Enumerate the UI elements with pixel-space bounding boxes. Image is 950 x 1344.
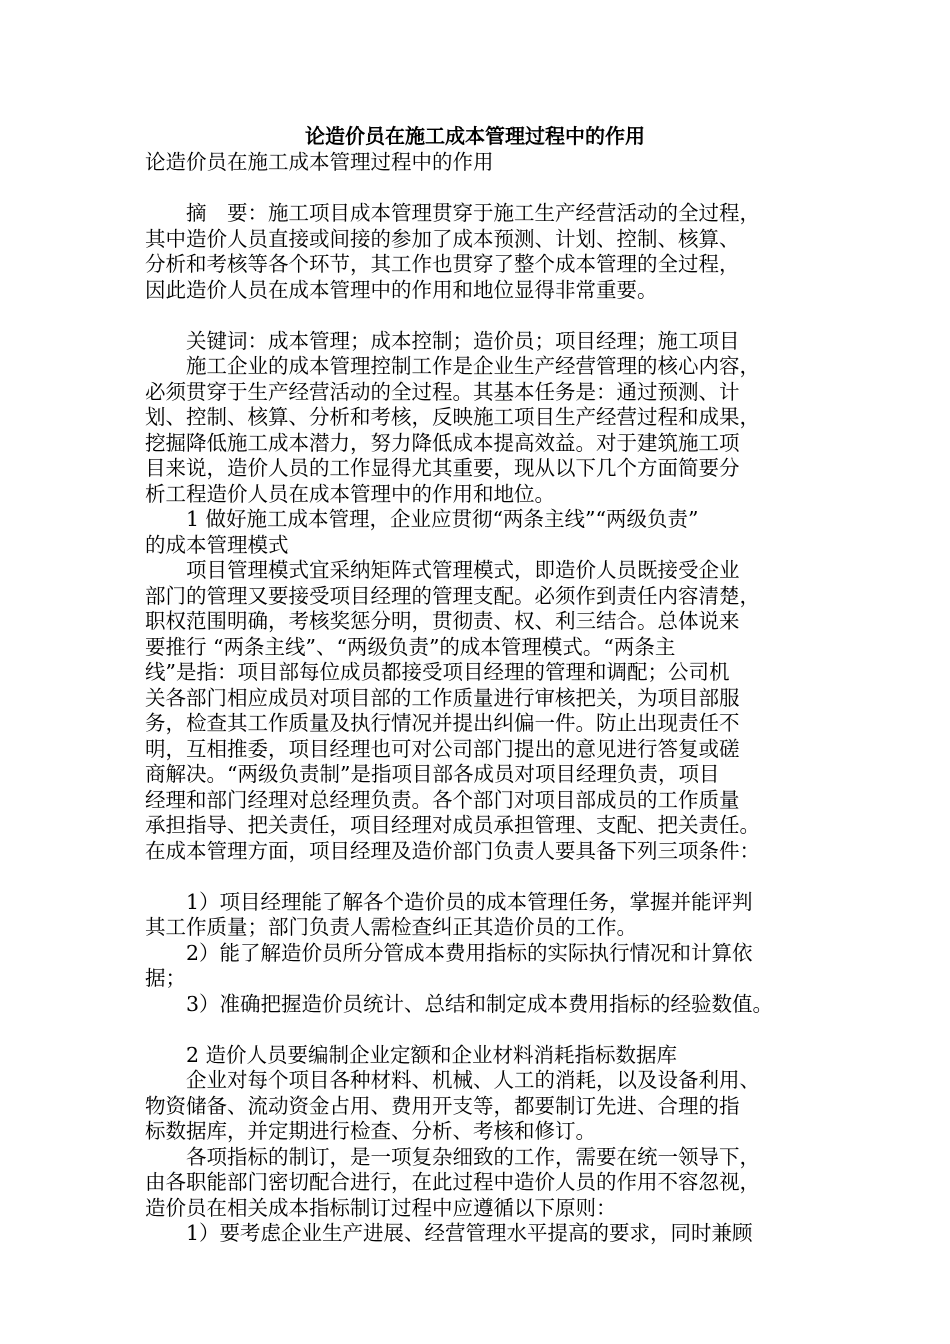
document-title: 论造价员在施工成本管理过程中的作用	[305, 124, 645, 148]
text-line: 商解决。“两级负责制”是指项目部各成员对项目经理负责，项目	[145, 762, 720, 786]
text-line: 其工作质量；部门负责人需检查纠正其造价员的工作。	[145, 915, 637, 939]
blank-line	[145, 864, 825, 890]
text-line: 项目管理模式宜采纳矩阵式管理模式，即造价人员既接受企业	[145, 558, 740, 582]
text-line: 3）准确把握造价员统计、总结和制定成本费用指标的经验数值。	[145, 991, 774, 1016]
text-line: 部门的管理又要接受项目经理的管理支配。必须作到责任内容清楚，	[145, 583, 760, 608]
text-line: 关各部门相应成员对项目部的工作质量进行审核把关，为项目部服	[145, 685, 740, 710]
text-line: 关键词：成本管理；成本控制；造价员；项目经理；施工项目	[145, 328, 740, 353]
text-line: 承担指导、把关责任，项目经理对成员承担管理、支配、把关责任。	[145, 813, 760, 837]
text-line: 造价员在相关成本指标制订过程中应遵循以下原则：	[145, 1195, 617, 1220]
blank-line	[145, 176, 825, 202]
text-line: 物资储备、流动资金占用、费用开支等，都要制订先进、合理的指	[145, 1093, 740, 1118]
text-line: 线”是指：项目部每位成员都接受项目经理的管理和调配；公司机	[145, 660, 730, 684]
text-line: 挖掘降低施工成本潜力，努力降低成本提高效益。对于建筑施工项	[145, 430, 740, 455]
text-line: 要推行 “两条主线”、“两级负责”的成本管理模式。“两条主	[145, 634, 676, 659]
text-line: 各项指标的制订，是一项复杂细致的工作，需要在统一领导下，	[145, 1144, 760, 1169]
text-line: 目来说，造价人员的工作显得尤其重要，现从以下几个方面简要分	[145, 456, 740, 480]
text-line: 1）项目经理能了解各个造价员的成本管理任务，掌握并能评判	[145, 889, 753, 914]
text-line: 析工程造价人员在成本管理中的作用和地位。	[145, 481, 555, 506]
text-line: 据；	[145, 966, 186, 990]
text-line: 2）能了解造价员所分管成本费用指标的实际执行情况和计算依	[145, 940, 753, 965]
text-line: 职权范围明确，考核奖惩分明，贯彻责、权、利三结合。总体说来	[145, 609, 740, 633]
text-line: 其中造价人员直接或间接的参加了成本预测、计划、控制、核算、	[145, 226, 740, 251]
text-line: 因此造价人员在成本管理中的作用和地位显得非常重要。	[145, 277, 658, 302]
text-line: 必须贯穿于生产经营活动的全过程。其基本任务是：通过预测、计	[145, 379, 740, 404]
text-line: 企业对每个项目各种材料、机械、人工的消耗，以及设备利用、	[145, 1068, 760, 1092]
text-line: 1 做好施工成本管理，企业应贯彻“两条主线”“两级负责”	[145, 507, 699, 531]
text-line: 的成本管理模式	[145, 532, 289, 557]
document-body	[145, 150, 825, 1247]
text-line: 2 造价人员要编制企业定额和企业材料消耗指标数据库	[145, 1042, 678, 1067]
text-line: 分析和考核等各个环节，其工作也贯穿了整个成本管理的全过程，	[145, 252, 740, 276]
text-line: 摘 要：施工项目成本管理贯穿于施工生产经营活动的全过程，	[145, 201, 760, 225]
text-line: 明，互相推委，项目经理也可对公司部门提出的意见进行答复或磋	[145, 736, 740, 761]
text-line: 务，检查其工作质量及执行情况并提出纠偏一件。防止出现责任不	[145, 711, 740, 735]
text-line: 施工企业的成本管理控制工作是企业生产经营管理的核心内容，	[145, 354, 760, 378]
text-line: 在成本管理方面，项目经理及造价部门负责人要具备下列三项条件：	[145, 838, 760, 863]
text-line: 论造价员在施工成本管理过程中的作用	[145, 150, 494, 174]
text-line: 由各职能部门密切配合进行，在此过程中造价人员的作用不容忽视，	[145, 1170, 760, 1194]
blank-line	[145, 303, 825, 329]
blank-line	[145, 1017, 825, 1043]
text-line: 经理和部门经理对总经理负责。各个部门对项目部成员的工作质量	[145, 787, 740, 812]
text-line: 划、控制、核算、分析和考核，反映施工项目生产经营过程和成果，	[145, 405, 760, 429]
text-line: 标数据库，并定期进行检查、分析、考核和修订。	[145, 1119, 596, 1143]
text-line: 1）要考虑企业生产进展、经营管理水平提高的要求，同时兼顾	[145, 1221, 753, 1245]
